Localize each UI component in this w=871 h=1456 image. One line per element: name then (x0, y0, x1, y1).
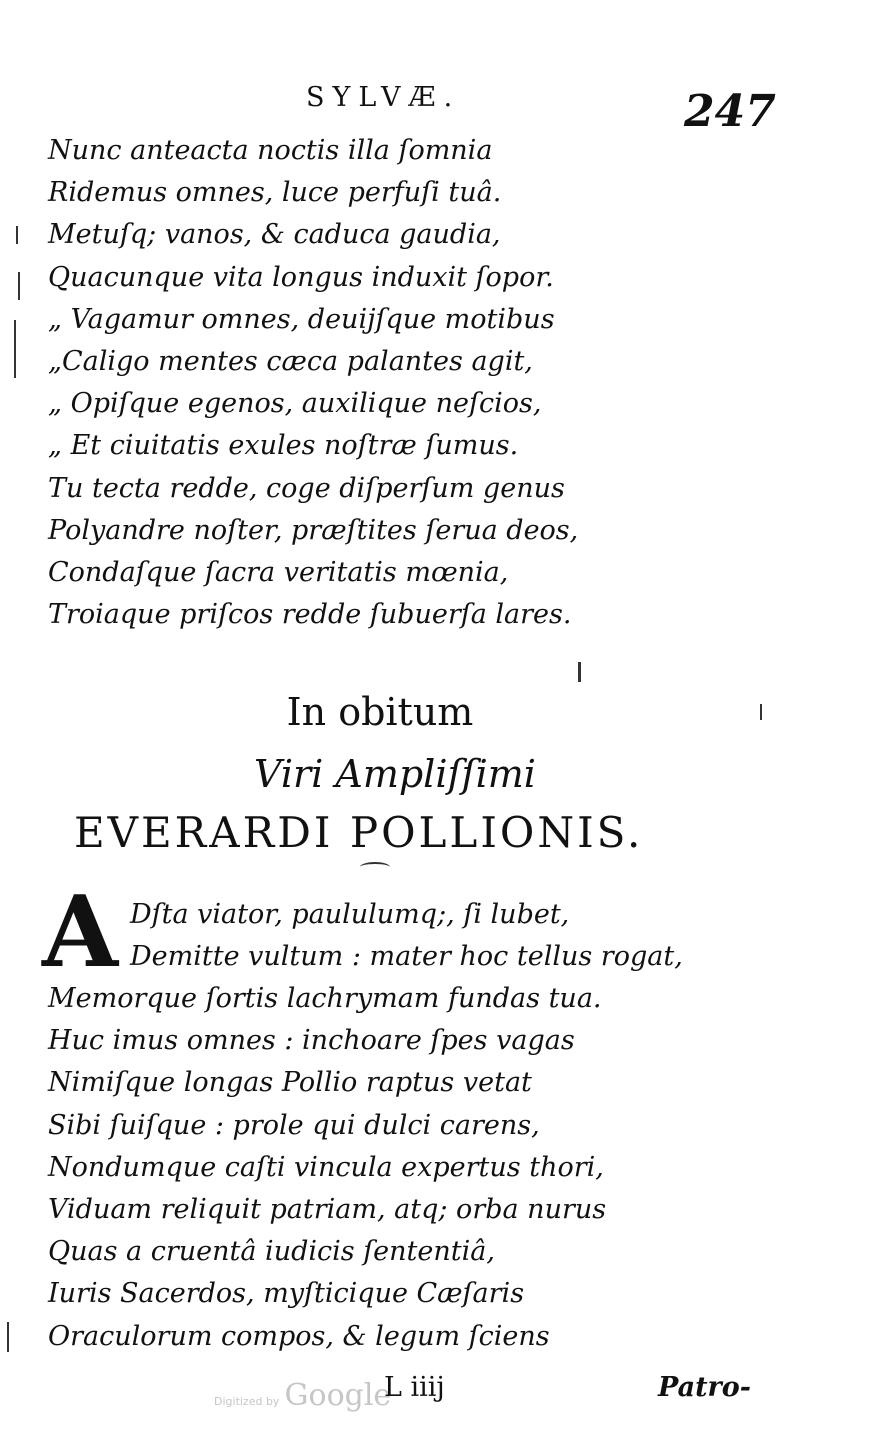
verse-line: Huc imus omnes : inchoare ſpes vagas (48, 1025, 575, 1057)
watermark-brand: Google (284, 1378, 392, 1413)
verse-line: Metuſq; vanos, & caduca gaudia, (48, 219, 501, 251)
verse-line: Oraculorum compos, & legum ſciens (48, 1320, 550, 1352)
margin-speck (7, 1322, 9, 1352)
indented-verse-block (130, 894, 683, 978)
heading-line-2: Viri Ampliſſimi (254, 752, 536, 796)
watermark-prefix: Digitized by (214, 1395, 280, 1408)
verse-line: Quacunque vita longus induxit ſopor. (48, 261, 554, 293)
verse-line: Iuris Sacerdos, myſticique Cæſaris (48, 1278, 525, 1310)
verse-line: Demitte vultum : mater hoc tellus rogat, (130, 941, 683, 973)
verse-line: Memorque ſortis lachrymam fundas tua. (48, 983, 602, 1014)
margin-speck (18, 272, 20, 300)
page-number: 247 (684, 86, 776, 137)
verse-line: „ Opiſque egenos, auxilique neſcios, (48, 388, 542, 420)
margin-speck (14, 320, 16, 378)
verse-line: Ridemus omnes, luce perfuſi tuâ. (48, 177, 502, 209)
verse-line: Dſta viator, paululumq;, ſi lubet, (130, 899, 570, 930)
top-verse-block (48, 130, 578, 636)
bottom-verse-block (48, 978, 606, 1358)
verse-line: Condaſque ſacra veritatis mœnia, (48, 556, 509, 588)
heading-line-3: EVERARDI POLLIONIS. (74, 808, 644, 857)
verse-line: Nimiſque longas Pollio raptus vetat (48, 1067, 532, 1099)
margin-speck (760, 704, 762, 720)
running-head: SYLVÆ. (306, 82, 461, 113)
verse-line: „ Vagamur omnes, deuijſque motibus (48, 303, 555, 335)
verse-line: Troiaque priſcos redde ſubuerſa lares. (48, 599, 572, 631)
margin-speck (578, 662, 581, 682)
drop-cap: A (42, 875, 119, 990)
verse-line: Polyandre noſter, præſtites ſerua deos, (48, 514, 579, 546)
ornament-mark (360, 862, 390, 872)
verse-line: Sibi ſuiſque : prole qui dulci carens, (48, 1109, 540, 1141)
verse-line: „ Et ciuitatis exules noſtræ ſumus. (48, 430, 519, 462)
verse-line: Quas a cruentâ iudicis ſententiâ, (48, 1236, 495, 1268)
verse-line: Viduam reliquit patriam, atq; orba nurus (48, 1193, 607, 1225)
heading-line-1: In obitum (286, 690, 474, 734)
verse-line: Nunc anteacta noctis illa ſomnia (48, 135, 493, 166)
verse-line: „Caligo mentes cæca palantes agit, (48, 345, 533, 377)
verse-line: Nondumque caſti vincula expertus thori, (48, 1151, 604, 1183)
catchword: Patro- (658, 1372, 751, 1403)
margin-speck (16, 226, 18, 244)
digitized-watermark (214, 1378, 391, 1413)
verse-line: Tu tecta redde, coge diſperſum genus (48, 472, 565, 504)
signature-mark: L iiij (384, 1372, 445, 1403)
